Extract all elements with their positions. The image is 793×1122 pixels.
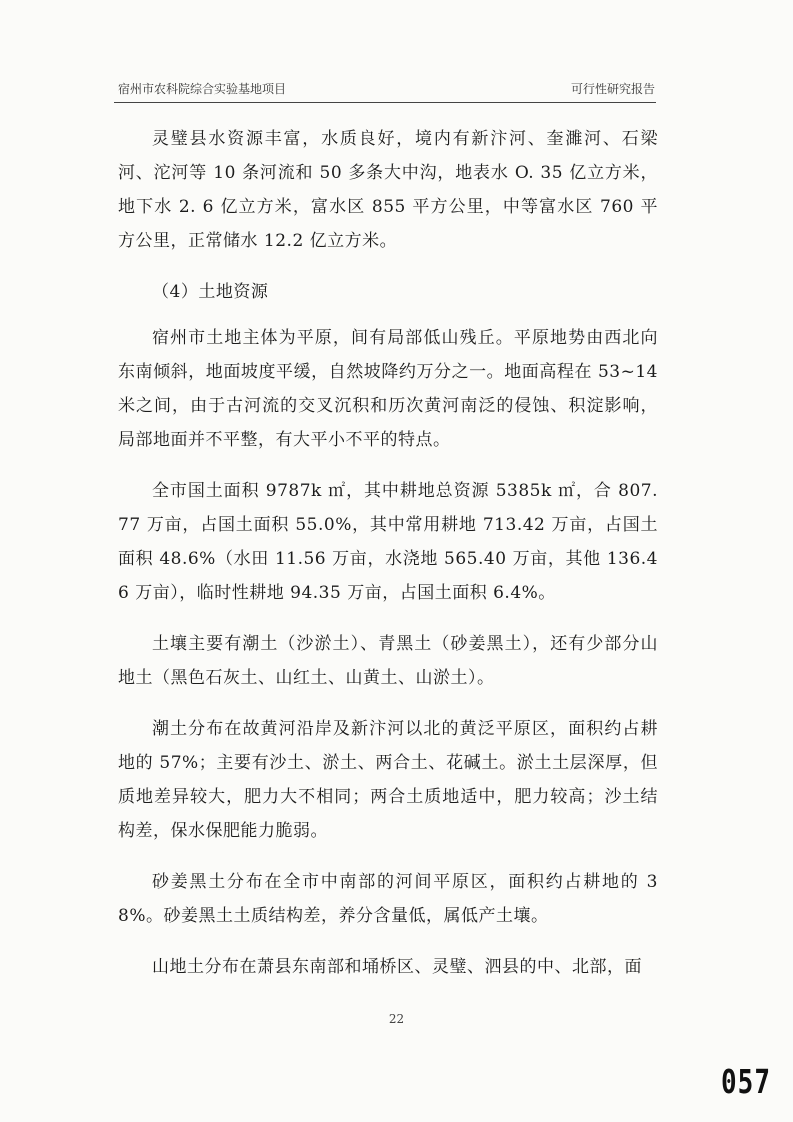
paragraph-water-resources: 灵璧县水资源丰富，水质良好，境内有新汴河、奎濉河、石梁河、沱河等 10 条河流和 50 多条大中沟，地表水 O. 35 亿立方米，地下水 2. 6 亿立方米，富水区 855 平方公里，中等富水区 760 平方公里，正常储水 12.2 亿立方米。 [118,129,658,251]
stamped-page-number: 057 [721,1064,771,1102]
paragraph-land-area: 全市国土面积 9787k ㎡，其中耕地总资源 5385k ㎡，合 807.77 万亩，占国土面积 55.0%，其中常用耕地 713.42 万亩，占国土面积 48.6%（水田 11.56 万亩，水浇地 565.40 万亩，其他 136.46 万亩），临时性耕地 94.35 万亩，占国土面积 6.4%。 [118,481,658,603]
paragraph-soil-types: 土壤主要有潮土（沙淤土）、青黑土（砂姜黑土），还有少部分山地土（黑色石灰土、山红土、山黄土、山淤土）。 [118,634,658,688]
paragraph-terrain: 宿州市土地主体为平原，间有局部低山残丘。平原地势由西北向东南倾斜，地面坡度平缓，自然坡降约万分之一。地面高程在 53~14 米之间，由于古河流的交叉沉积和历次黄河南泛的侵蚀、积淀影响，局部地面并不平整，有大平小不平的特点。 [118,328,658,450]
paragraph-mountain-soil: 山地土分布在萧县东南部和埇桥区、灵璧、泗县的中、北部，面 [152,957,642,977]
header-report-title: 可行性研究报告 [570,82,655,96]
header-project-title: 宿州市农科院综合实验基地项目 [118,82,287,96]
page-number: 22 [388,1012,405,1026]
paragraph-chao-soil: 潮土分布在故黄河沿岸及新汴河以北的黄泛平原区，面积约占耕地的 57%；主要有沙土、淤土、两合土、花碱土。淤土土层深厚，但质地差异较大，肥力大不相同；两合土质地适中，肥力较高；沙土结构差，保水保肥能力脆弱。 [118,719,658,841]
document-body [118,122,658,984]
section-heading-land-resources: （4）土地资源 [152,282,269,302]
header-divider [114,102,656,103]
paragraph-shajiang-soil: 砂姜黑土分布在全市中南部的河间平原区，面积约占耕地的 38%。砂姜黑土土质结构差，养分含量低，属低产土壤。 [118,872,658,926]
